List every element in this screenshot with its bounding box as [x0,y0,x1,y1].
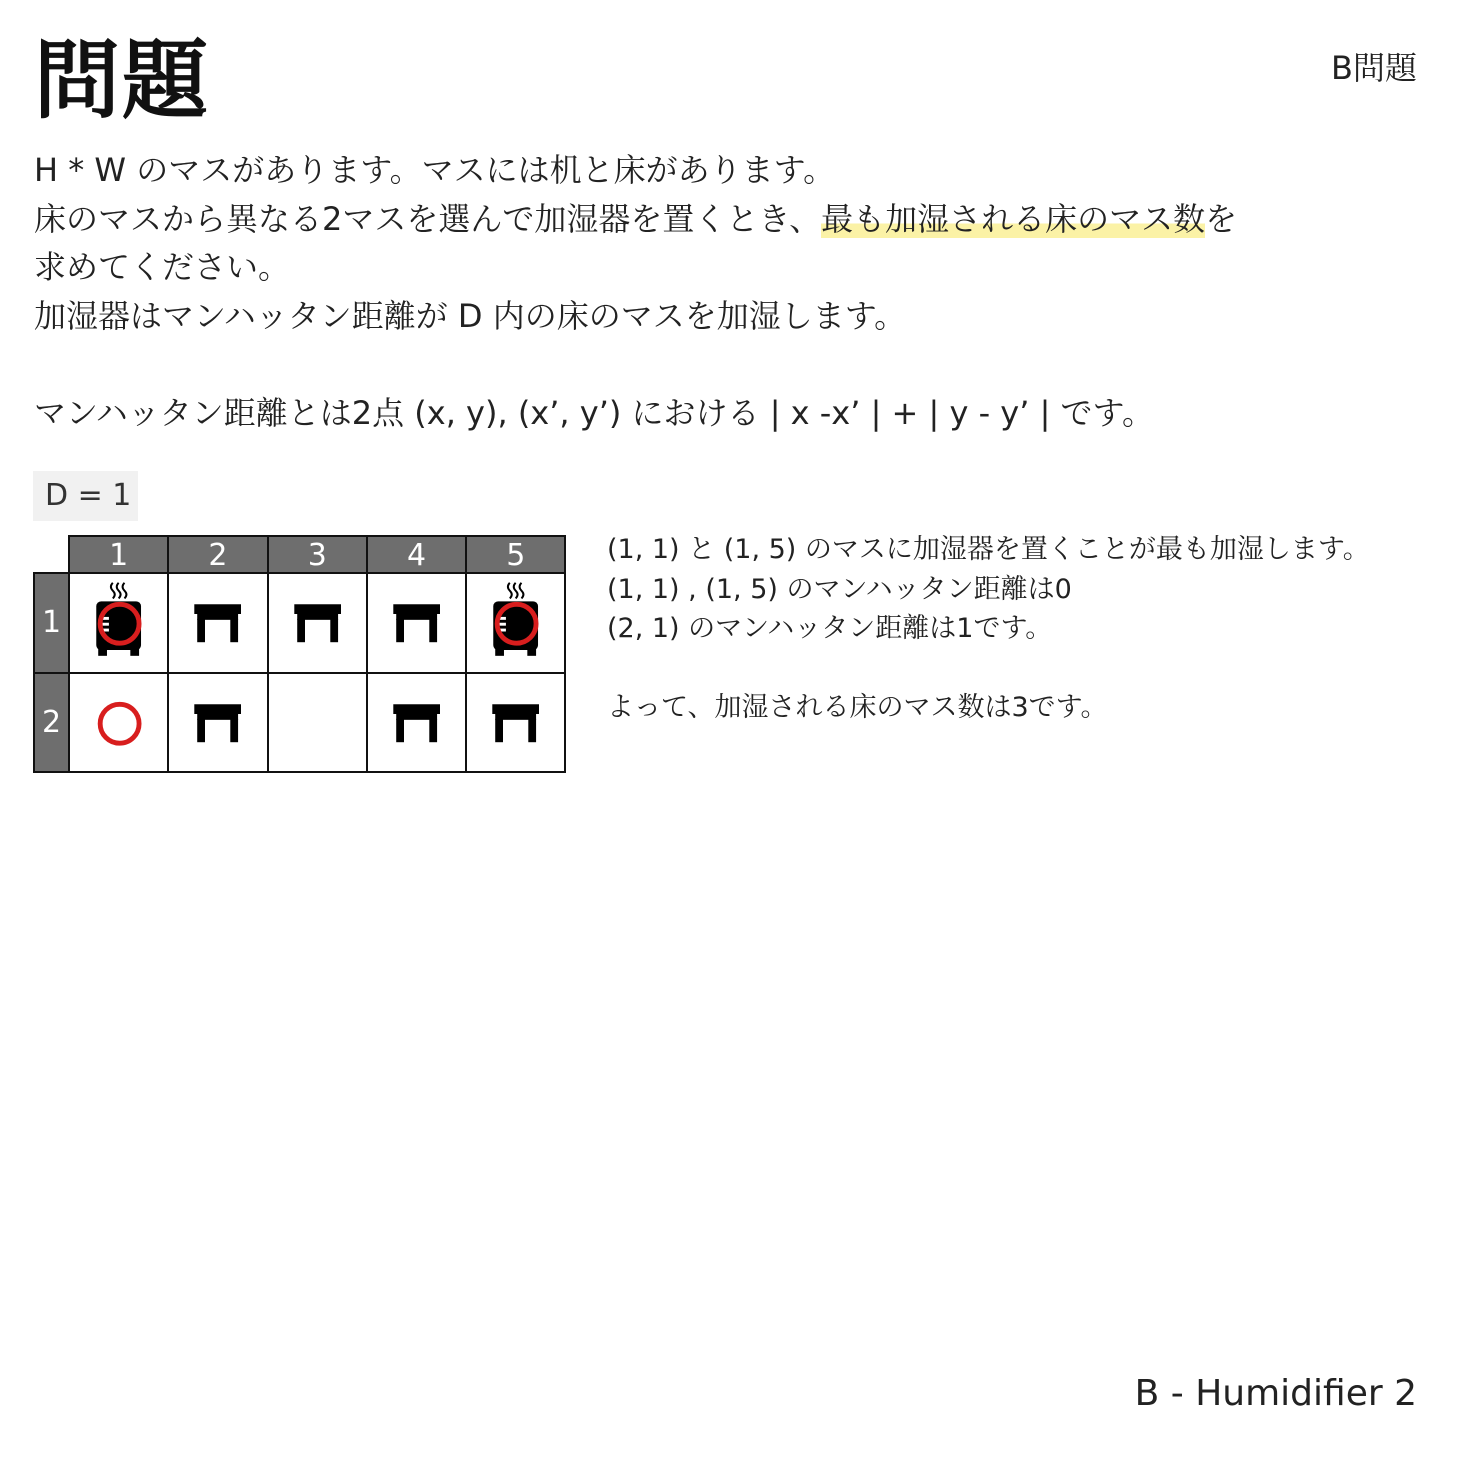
column-header-1: 1 [68,535,169,575]
grid-cell-2-3 [267,672,368,774]
desk-icon [169,674,266,772]
statement-line-4: 加湿器はマンハッタン距離が D 内の床のマスを加湿します。 [34,296,907,335]
explanation-line: (2, 1) のマンハッタン距離は1です。 [607,613,1053,644]
grid-cell-2-1 [68,672,169,774]
explanation-line: (1, 1) , (1, 5) のマンハッタン距離は0 [607,573,1072,605]
humidifier-icon [467,574,564,672]
example-d-label: D = 1 [33,471,138,521]
statement-highlight: 最も加湿される床のマス数 [821,199,1206,238]
column-header-3: 3 [267,535,368,575]
statement-line-5: マンハッタン距離とは2点 (x, y), (x’, y’) における | x -x’ | + | y - y’ | です。 [34,393,1154,432]
explanation-line: よって、加湿される床のマス数は3です。 [607,692,1108,723]
humidifier-icon [70,574,167,672]
problem-statement [34,146,1237,437]
problem-name: B - Humidifier 2 [1134,1373,1417,1414]
row-header-2: 2 [33,672,70,774]
grid-cell-1-4 [366,572,467,674]
row-header-1: 1 [33,572,70,674]
grid-cell-1-3 [267,572,368,674]
desk-icon [467,674,564,772]
desk-icon [368,674,465,772]
column-header-2: 2 [167,535,268,575]
example-grid [33,535,565,772]
grid-cell-1-1 [68,572,169,674]
statement-line-1: H * W のマスがあります。マスには机と床があります。 [34,151,836,189]
grid-cell-2-4 [366,672,467,774]
grid-cell-1-2 [167,572,268,674]
explanation-line: (1, 1) と (1, 5) のマスに加湿器を置くことが最も加湿します。 [607,534,1370,565]
grid-cell-1-5 [465,572,566,674]
explanation-line [607,649,1370,689]
statement-line-3: 求めてください。 [34,248,291,286]
desk-icon [169,574,266,672]
column-header-4: 4 [366,535,467,575]
column-header-5: 5 [465,535,566,575]
page-title: 問題 [34,31,210,131]
red-circle-marker-icon [70,674,167,772]
desk-icon [269,574,366,672]
statement-line-2-pre: 床のマスから異なる2マスを選んで加湿器を置くとき、 [34,199,822,238]
grid-cell-2-2 [167,672,268,774]
grid-cell-2-5 [465,672,566,774]
example-explanation [607,530,1370,728]
statement-line-2-post: を [1205,199,1238,238]
desk-icon [368,574,465,672]
problem-tag: B問題 [1331,49,1417,87]
